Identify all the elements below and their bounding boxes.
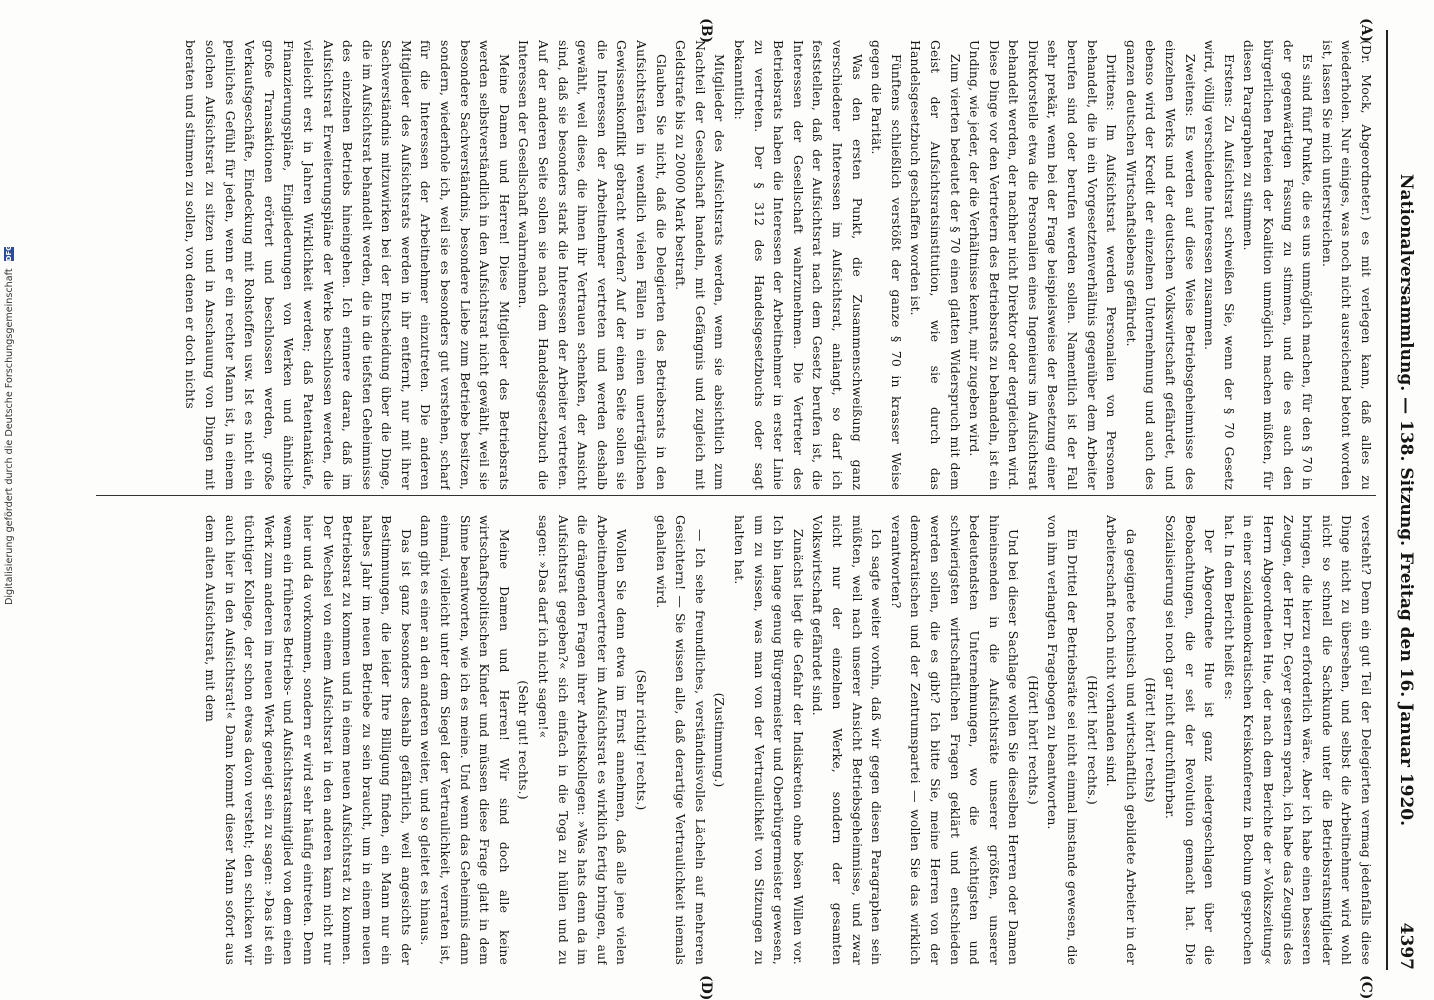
text-column-left (86, 40, 1376, 490)
text-column-right (86, 515, 1376, 965)
quotation: Ein Drittel der Betriebsräte sei nicht einmal imstande gewesen, die von ihm verlangten Fragebogen zu beantworten. (1045, 515, 1081, 965)
margin-marker-a: (A) (1358, 18, 1374, 43)
paragraph: Zweitens: Es werden auf diese Weise Betriebsgeheimnisse des einzelnen Werks und der deutschen Volkswirtschaft gefährdet, und ebenso wird der Kredit der einzelnen Unternehmung und auch des ganzen deutschen Wirtschaftslebens gefährdet. (1123, 40, 1198, 490)
dfg-logo: DFG (5, 245, 13, 262)
paragraph: Glauben Sie nicht, daß die Delegierten des Betriebsrats in den Aufsichtsräten in wendlich vielen Fällen in einen unerträglichen Gewissenskonflikt gebracht werden? Auf der einen Seite sollen sie die Interessen der Arbeitnehmer vertreten und werden deshalb gewählt, weil diese, die ihnen ihr Vertrauen schenken, der Ansicht sind, daß sie besonders stark die Interessen der Arbeiter vertreten. Auf der anderen Seite sollen sie nach dem Handelsgesetzbuch die Interessen der Gesellschaft wahrnehmen. (516, 40, 669, 490)
paragraph: Was den ersten Punkt, die Zusammenschweißung ganz verschiedener Interessen im Aufsichtsrat, anlangt, so darf ich feststellen, daß der Aufsichtsrat nach dem Gesetz berufen ist, die Interessen der Gesellschaft wahrzunehmen. Die Vertreter des Betriebsrats haben die Interessen der Arbeitnehmer in erster Linie zu vertreten. Der § 312 des Handelsgesetzbuchs oder sagt bekanntlich: (732, 40, 865, 490)
paragraph: Zunächst liegt die Gefahr der Indiskretion ohne bösen Willen vor. Ich bin lange genug Bürgermeister und Oberbürgermeister gewesen, um zu wissen, was man von der Vertraulichkeit von Sitzungen zu halten hat. (732, 515, 806, 965)
page-number: 4397 (1396, 922, 1416, 970)
margin-marker-b: (B) (698, 18, 714, 44)
paragraph: Wollen Sie denn etwa im Ernst annehmen, daß alle jene vielen Arbeitnehmervertreter im Aufsichtsrat es wirklich fertig bringen, auf die drängenden Fragen ihrer Arbeitskollegen: »Was hats denn da im Aufsichtsrat gegeben?« sich einfach in die Toga zu hüllen und zu sagen: »Das darf ich nicht sagen!« (536, 515, 630, 965)
paragraph: (Dr. Mock, Abgeordneter.) es mit verlegen kann, daß alles zu wiederholen. Nur einiges, was noch nicht ausreichend betont worden ist, lassen Sie mich unterstreichen. (1319, 40, 1374, 490)
interjection: (Hört! hört! rechts.) (1025, 675, 1041, 805)
paragraph: — Ich sehe freundliches, verständnisvolles Lächeln auf mehreren Gesichtern! — Sie wissen alle, daß derartige Vertraulichkeit niemals gehalten wird. (653, 515, 708, 965)
paragraph: Drittens: Im Aufsichtsrat werden Personalien von Personen behandelt, die in ein Vorgesetztenverhältnis gegenüber dem Arbeiter berufen sind oder berufen werden sollen. Namentlich ist der Fall sehr prekär, wenn bei der Frage beispielsweise der Besetzung einer Direktorstelle etwa die Personalien eines Ingenieurs im Aufsichtsrat behandelt werden, der nachher nicht Direktor oder dergleichen wird. Diese Dinge vor den Vertretern des Betriebsrats zu behandeln, ist ein Unding, wie jeder, der die Verhältnisse kennt, mir zugeben wird. (967, 40, 1120, 490)
interjection: (Sehr richtig! rechts.) (634, 669, 650, 811)
credit-text: Digitalisierung gefördert durch die Deutsche Forschungsgemeinschaft (4, 268, 15, 605)
quotation: Der Abgeordnete Hue ist ganz niedergeschlagen über die Beobachtungen, die er seit der Revolution gemacht hat. Die Sozialisierung sei noch gar nicht durchführbar. (1163, 515, 1218, 965)
interjection: (Zustimmung.) (712, 692, 728, 788)
paragraph: Ich sagte weiter vorhin, daß wir gegen diesen Paragraphen sein müßten, weil nach unserer Ansicht Betriebsgeheimnisse, und zwar nicht nur der einzelnen Werke, sondern der gesamten Volkswirtschaft gefährdet sind. (810, 515, 885, 965)
paragraph: Meine Damen und Herren! Wir sind doch alle keine wirtschaftspolitischen Kinder und müssen diese Frage glatt in dem Sinne beantworten, wie ich es meine. Und wenn das Geheimnis dann einmal, vielleicht unter dem Siegel der Vertraulichkeit, verraten ist, dann gibt es einer an den anderen weiter, und so gleitet es hinaus. (418, 515, 512, 965)
header-title: Nationalversammlung. — 138. Sitzung. Freitag den 16. Januar 1920. (1396, 173, 1416, 827)
interjection: (Sehr gut! rechts.) (516, 680, 532, 800)
quotation: Mitglieder des Aufsichtsrats werden, wenn sie absichtlich zum Nachteil der Gesellschaft handeln, mit Gefängnis und zugleich mit Geldstrafe bis zu 20000 Mark bestraft. (673, 40, 728, 490)
paragraph: Meine Damen und Herren! Diese Mitglieder des Betriebsrats werden selbstverständlich in den Aufsichtsrat nicht gewählt, weil sie besondere Sachverständnis, besondere Liebe zum Betriebe besitzen, sondern, wiederhole ich, weil sie es besonders gut verstehen, scharf für die Interessen der Arbeitnehmer einzutreten. Die anderen Mitglieder des Aufsichtsrats werden in ihr entfernt, nur mit ihrer Sachverständnis mitzuwirken bei der Entscheidung über die Dinge, die im Aufsichtsrat behandelt werden, die in die tiefsten Geheimnisse des einzelnen Betriebs hineingehen. Ich erinnere daran, daß im Aufsichtsrat Erweiterungspläne der Werke beschlossen werden, die vielleicht erst in Jahren Wirklichkeit werden; daß Patentankäufe, Finanzierungspläne, Eingliederungen von Werken und ähnliche große Transaktionen erörtert und beschlossen werden, große Verkaufsgeschäfte, Eindeckung mit Rohstoffen usw. Ist es nicht ein peinliches Gefühl für jeden, wenn er ein rechter Mann ist, in einem solchen Aufsichtsrat zu sitzen und in Anschauung von Dingen mit beraten und stimmen zu sollen, von denen er doch nichts (183, 40, 512, 490)
interjection: (Hört! hört! rechts) (1143, 677, 1159, 803)
interjection: (Hört! hört! rechts.) (1084, 675, 1100, 805)
paragraph: Und bei dieser Sachlage wollen Sie dieselben Herren oder Damen hineinsenden in die Aufsichtsräte unserer größten, unserer bedeutendsten Unternehmungen, wo die wichtigsten und schwierigsten wirtschaftlichen Fragen geklärt und entschieden werden sollen, die es gibt? Ich bitte Sie, meine Herren von der demokratischen und der Zentrumspartei — wollen Sie das wirklich verantworten? (888, 515, 1022, 965)
paragraph: Zum vierten bedeutet der § 70 einen glatten Widerspruch mit dem Geist der Aufsichtsratsinstitution, wie sie durch das Handelsgesetzbuch geschaffen worden ist. (908, 40, 963, 490)
paragraph: Erstens: Zu Aufsichtsrat schweißen Sie, wenn der § 70 Gesetz wird, völlig verschiedene Interessen zusammen. (1202, 40, 1237, 490)
paragraph: Fünftens schließlich verstößt der ganze § 70 in krasser Weise gegen die Parität. (869, 40, 904, 490)
margin-marker-c: (C) (1358, 975, 1374, 1000)
paragraph: Das ist ganz besonders deshalb gefährlich, weil angesichts der Bestimmungen, die leider Ihre Billigung finden, ein Mann nur ein halbes Jahr im neuen Betriebe zu sein braucht, um in einem neuen Betriebsrat zu kommen und in einem neuen Aufsichtsrat zu kommen. Der Wechsel von einem Aufsichtsrat in den anderen kann nicht nur hier und da vorkommen, sondern er wird sehr häufig eintreten. Denn wenn ein früheres Betriebs- und Aufsichtsratsmitglied von dem einen Werk zum anderen im neuen Werk geneigt sein zu sagen: »Das ist ein tüchtiger Kollege, der schon etwas davon versteht; den schicken wir auch hier in den Aufsichtsrat!« Dann kommt dieser Mann sofort aus dem alten Aufsichtsrat, mit dem (202, 515, 414, 965)
digitization-credit (4, 209, 18, 605)
quotation: da geeignete technisch und wirtschaftlich gebildete Arbeiter in der Arbeiterschaft noch nicht vorhanden sind. (1104, 515, 1139, 965)
paragraph: versteht? Denn ein gut Teil der Delegierten vermag jedenfalls diese Dinge nicht zu übersehen, und selbst die Arbeitnehmer wird wohl nicht so schnell die Sachkunde unter die Betriebsratsmitglieder bringen, die hierzu erforderlich wäre. Aber ich habe einen besseren Zeugen, der Herr Dr. Geyer gestern sprach, ich habe das Zeugnis des Herrn Abgeordneten Hue, der nach dem Berichte der »Volkszeitung« in einer sozialdemokratischen Kreiskonferenz in Bochum gesprochen hat. In dem Bericht heißt es: (1221, 515, 1374, 965)
page-header (1384, 30, 1424, 970)
header-rule (1386, 30, 1388, 970)
column-divider (96, 495, 1376, 496)
margin-marker-d: (D) (698, 975, 714, 1000)
paragraph: Es sind fünf Punkte, die es uns unmöglich machen, für den § 70 in der gegenwärtigen Fassung zu stimmen, und die es auch den bürgerlichen Parteien der Koalition unmöglich machen müßten, für diesen Paragraphen zu stimmen. (1241, 40, 1316, 490)
rotated-page-content (54, 0, 1434, 1000)
